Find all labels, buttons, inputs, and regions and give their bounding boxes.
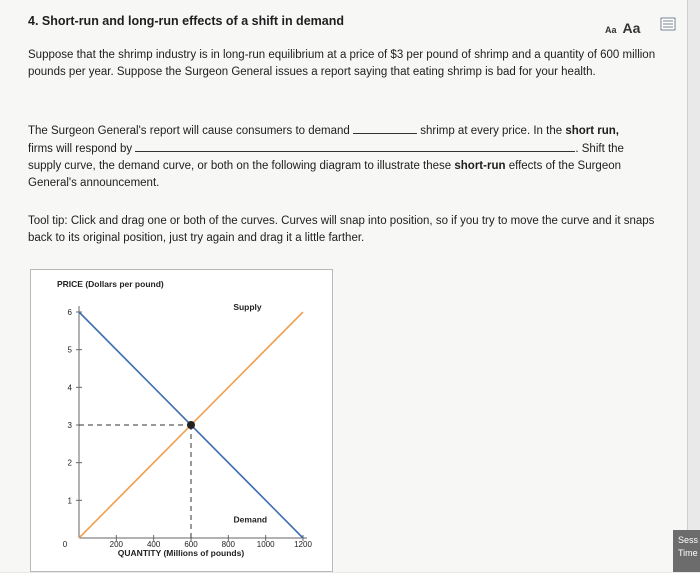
y-tick-label: 3	[67, 421, 72, 430]
session-timer	[678, 534, 700, 560]
tool-tip-paragraph: Tool tip: Click and drag one or both of the curves. Curves will snap into position, so if you try to move the curve and it snaps back to its original position, just try again and drag it a little farther.	[28, 215, 655, 244]
session-label: Sess	[678, 535, 699, 545]
graph-panel	[30, 269, 333, 572]
x-tick-label: 800	[221, 540, 236, 549]
supply-demand-chart	[31, 270, 334, 573]
document-icon[interactable]	[660, 17, 676, 31]
y-tick-label: 4	[67, 383, 72, 393]
text-segment: short run,	[565, 125, 619, 137]
text-segment: The Surgeon General's report will cause consumers to demand	[28, 125, 350, 137]
x-tick-label: 200	[109, 540, 124, 549]
text-segment: effects of the Surgeon General's announcement.	[28, 160, 622, 189]
y-axis-label: PRICE (Dollars per pound)	[57, 279, 164, 289]
y-tick-label: 6	[67, 308, 72, 317]
decrease-font-button[interactable]: Aa	[605, 25, 617, 35]
x-tick-label: 600	[184, 540, 198, 549]
y-tick-label: 1	[67, 496, 72, 506]
question-paragraph	[28, 122, 668, 192]
text-segment: firms will respond by	[28, 143, 133, 155]
text-segment: supply curve, the demand curve, or both on the following diagram to illustrate these	[28, 160, 452, 172]
x-axis-label: QUANTITY (Millions of pounds)	[117, 548, 245, 558]
y-tick-label: 2	[67, 458, 72, 468]
supply-label: Supply	[233, 302, 262, 312]
text-segment: shrimp at every price. In the	[420, 125, 563, 137]
x-tick-label: 1000	[256, 540, 275, 549]
firm-response-dropdown[interactable]	[135, 140, 575, 152]
demand-change-dropdown[interactable]	[353, 122, 417, 134]
increase-font-button[interactable]: Aa	[622, 20, 641, 36]
time-label: Time	[678, 548, 698, 558]
intro-paragraph: Suppose that the shrimp industry is in long-run equilibrium at a price of $3 per pound of shrimp and a quantity of 600 million pounds per year. Suppose the Surgeon General issues a report saying that eating shrimp is bad for your health.	[28, 49, 656, 78]
text-segment: short-run	[454, 160, 506, 172]
demand-label: Demand	[233, 514, 268, 525]
text-segment: . Shift the	[575, 143, 624, 155]
question-title: 4. Short-run and long-run effects of a shift in demand	[28, 14, 344, 28]
x-tick-label: 1200	[294, 540, 312, 549]
x-tick-label: 0	[62, 540, 68, 549]
font-size-controls	[605, 20, 640, 36]
x-tick-label: 400	[146, 540, 161, 549]
y-tick-label: 5	[67, 345, 72, 355]
equilibrium-point	[187, 421, 195, 429]
